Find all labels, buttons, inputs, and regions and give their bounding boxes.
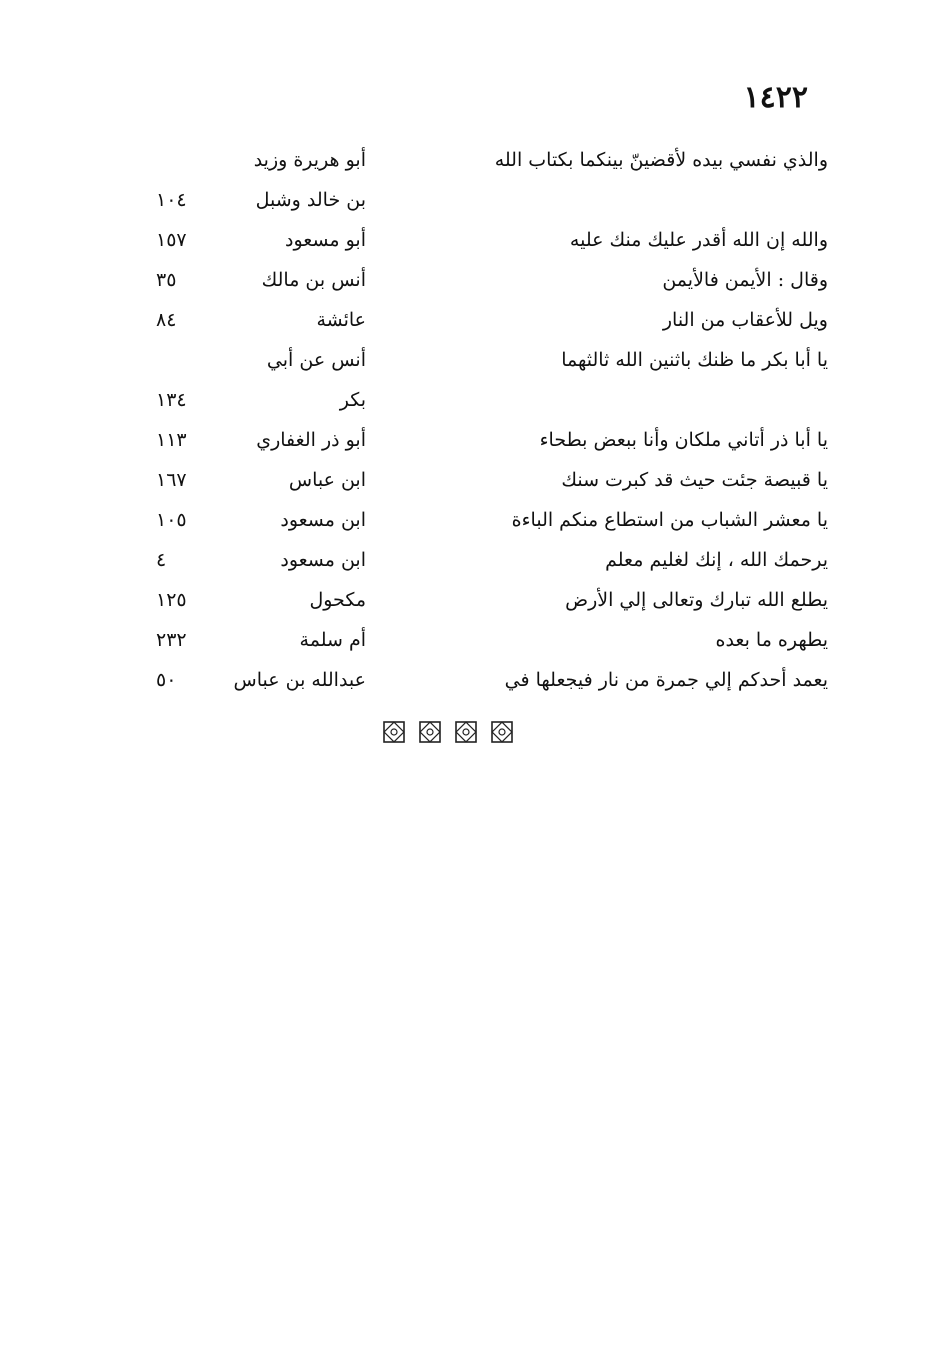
hadith-text: يا قبيصة جئت حيث قد كبرت سنك (561, 469, 828, 491)
index-row (0, 420, 934, 460)
index-row (0, 340, 934, 380)
hadith-text: يا أبا ذر أتاني ملكان وأنا ببعض بطحاء (539, 429, 828, 451)
page-reference: ١٠٥ (156, 509, 187, 531)
narrator-name: أنس عن أبي (266, 349, 366, 371)
index-row (0, 580, 934, 620)
page-reference: ٢٣٢ (156, 629, 187, 651)
page-number: ١٤٢٢ (743, 80, 808, 115)
hadith-text: وقال : الأيمن فالأيمن (662, 269, 828, 291)
star-knot-icon (454, 720, 478, 744)
index-row (0, 460, 934, 500)
narrator-name: أبو ذر الغفاري (256, 429, 366, 451)
index-row (0, 540, 934, 580)
section-end-ornaments (382, 720, 514, 744)
hadith-text: والذي نفسي بيده لأقضينّ بينكما بكتاب الله (494, 149, 828, 171)
page-reference: ١٠٤ (156, 189, 187, 211)
narrator-name: مكحول (309, 589, 366, 611)
narrator-name: بكر (339, 389, 366, 411)
page-reference: ١١٣ (156, 429, 187, 451)
page-reference: ٨٤ (156, 309, 177, 331)
hadith-text: يطلع الله تبارك وتعالى إلي الأرض (565, 589, 828, 611)
narrator-name: عائشة (316, 309, 366, 331)
star-knot-icon (418, 720, 442, 744)
page-reference: ١٣٤ (156, 389, 187, 411)
narrator-name: أم سلمة (299, 629, 366, 651)
hadith-text: يرحمك الله ، إنك لغليم معلم (605, 549, 828, 571)
narrator-name: بن خالد وشبل (255, 189, 366, 211)
index-row (0, 180, 934, 220)
hadith-text: يا أبا بكر ما ظنك باثنين الله ثالثهما (561, 349, 828, 371)
hadith-text: يعمد أحدكم إلي جمرة من نار فيجعلها في (504, 669, 828, 691)
page-reference: ١٢٥ (156, 589, 187, 611)
page-reference: ٥٠ (156, 669, 177, 691)
page-reference: ١٦٧ (156, 469, 187, 491)
page-reference: ٣٥ (156, 269, 177, 291)
page-reference: ١٥٧ (156, 229, 187, 251)
index-row (0, 620, 934, 660)
narrator-name: ابن عباس (288, 469, 366, 491)
hadith-text: والله إن الله أقدر عليك منك عليه (569, 229, 828, 251)
index-row (0, 300, 934, 340)
index-row (0, 380, 934, 420)
narrator-name: عبدالله بن عباس (233, 669, 366, 691)
index-row (0, 260, 934, 300)
star-knot-icon (382, 720, 406, 744)
star-knot-icon (490, 720, 514, 744)
page-reference: ٤ (156, 549, 167, 571)
index-row (0, 220, 934, 260)
narrator-name: ابن مسعود (280, 509, 366, 531)
index-row (0, 140, 934, 180)
narrator-name: أنس بن مالك (261, 269, 366, 291)
narrator-name: أبو هريرة وزيد (253, 149, 366, 171)
index-row (0, 660, 934, 700)
index-row (0, 500, 934, 540)
narrator-name: أبو مسعود (285, 229, 366, 251)
hadith-text: ويل للأعقاب من النار (662, 309, 828, 331)
narrator-name: ابن مسعود (280, 549, 366, 571)
hadith-text: يا معشر الشباب من استطاع منكم الباءة (511, 509, 828, 531)
hadith-text: يطهره ما بعده (715, 629, 828, 651)
